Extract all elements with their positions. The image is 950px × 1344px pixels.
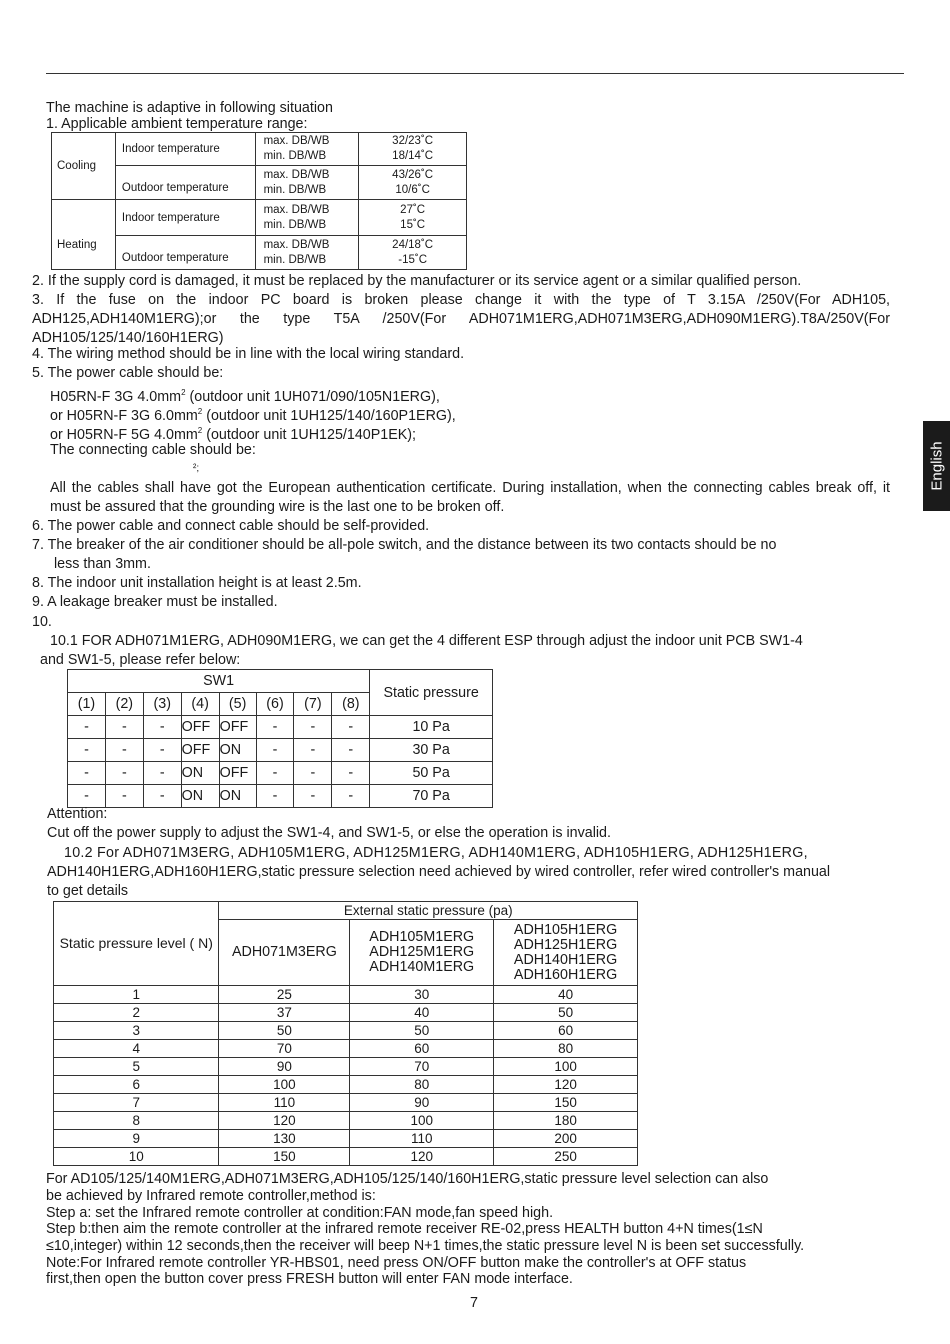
min-value: -15˚C — [398, 253, 428, 266]
pressure-value: 30 — [350, 986, 494, 1004]
table-row — [54, 1022, 638, 1040]
model-column-1: ADH071M3ERG — [219, 920, 350, 986]
switch-state: - — [68, 716, 106, 739]
sw1-column-header: (5) — [219, 693, 256, 716]
table-row — [54, 1130, 638, 1148]
model-name: ADH105M1ERG — [369, 929, 475, 945]
model-name: ADH140H1ERG — [513, 951, 618, 968]
min-label: min. DB/WB — [263, 253, 327, 266]
switch-state: - — [68, 762, 106, 785]
table-row — [68, 762, 493, 785]
switch-state: OFF — [181, 739, 219, 762]
switch-state: - — [332, 716, 370, 739]
table-row — [54, 1112, 638, 1130]
max-value: 27˚C — [400, 203, 426, 216]
pressure-value: 100 — [350, 1112, 494, 1130]
item-10-2-end: to get details — [47, 883, 129, 899]
step-a: Step a: set the Infrared remote controller at condition:FAN mode,fan speed high. — [46, 1205, 554, 1221]
min-label: min. DB/WB — [263, 150, 327, 162]
connecting-cable-heading: The connecting cable should be: — [50, 442, 256, 458]
pressure-value: 250 — [494, 1148, 638, 1166]
connecting-cable-fragment: ²; — [193, 463, 200, 474]
switch-state: - — [256, 762, 294, 785]
item-6: 6. The power cable and connect cable should be self-provided. — [32, 518, 430, 534]
table-row — [54, 1058, 638, 1076]
pressure-value: 120 — [494, 1076, 638, 1094]
switch-state: - — [256, 739, 294, 762]
max-label: max. DB/WB — [263, 203, 330, 216]
static-pressure-level: 2 — [54, 1004, 219, 1022]
item-8: 8. The indoor unit installation height is at least 2.5m. — [32, 575, 362, 591]
max-value: 24/18˚C — [392, 238, 434, 251]
static-pressure-value: 10 Pa — [370, 716, 493, 739]
static-pressure-level-header: Static pressure level ( N) — [54, 902, 219, 986]
sw1-column-header: (7) — [294, 693, 332, 716]
switch-state: ON — [219, 739, 256, 762]
table-row — [54, 1076, 638, 1094]
note-line-2: first,then open the button cover press FRESH button will enter FAN mode interface. — [46, 1271, 573, 1287]
external-static-pressure-header: External static pressure (pa) — [219, 902, 638, 920]
pressure-value: 90 — [350, 1094, 494, 1112]
table-row — [54, 986, 638, 1004]
switch-state: - — [332, 762, 370, 785]
attention-label: Attention: — [47, 806, 108, 822]
switch-state: - — [143, 739, 181, 762]
ambient-location: Indoor temperature — [115, 200, 255, 236]
switch-state: - — [256, 785, 294, 808]
static-pressure-level: 5 — [54, 1058, 219, 1076]
switch-state: - — [332, 785, 370, 808]
switch-state: - — [143, 785, 181, 808]
pressure-value: 50 — [219, 1022, 350, 1040]
switch-state: - — [105, 762, 143, 785]
ambient-temperature-table — [51, 132, 467, 270]
table-row — [54, 1094, 638, 1112]
header-rule — [46, 73, 904, 74]
pressure-value: 130 — [219, 1130, 350, 1148]
static-pressure-value: 30 Pa — [370, 739, 493, 762]
sw1-column-header: (4) — [181, 693, 219, 716]
note-line-1: Note:For Infrared remote controller YR-HBS01, need press ON/OFF button make the controller's at OFF status — [46, 1255, 747, 1271]
pressure-value: 70 — [350, 1058, 494, 1076]
item-4: 4. The wiring method should be in line with the local wiring standard. — [32, 346, 465, 362]
language-tab-label: English — [928, 441, 945, 491]
sw1-column-header: (1) — [68, 693, 106, 716]
pressure-value: 70 — [219, 1040, 350, 1058]
max-value: 43/26˚C — [392, 168, 434, 181]
pressure-value: 110 — [350, 1130, 494, 1148]
pressure-value: 120 — [219, 1112, 350, 1130]
pressure-value: 50 — [350, 1022, 494, 1040]
switch-state: - — [105, 785, 143, 808]
table-row — [54, 1004, 638, 1022]
max-label: max. DB/WB — [263, 238, 330, 251]
sw1-header: SW1 — [68, 670, 370, 693]
footer-line-2: be achieved by Infrared remote controller,method is: — [46, 1188, 376, 1204]
page-number: 7 — [470, 1295, 478, 1311]
switch-state: - — [105, 716, 143, 739]
table-row — [54, 1040, 638, 1058]
sw1-column-header: (3) — [143, 693, 181, 716]
table-row — [68, 785, 493, 808]
max-label: max. DB/WB — [263, 135, 330, 147]
switch-state: - — [68, 739, 106, 762]
pressure-value: 60 — [494, 1022, 638, 1040]
pressure-value: 150 — [219, 1148, 350, 1166]
model-name: ADH105H1ERG — [513, 921, 618, 938]
min-value: 18/14˚C — [392, 150, 434, 162]
min-label: min. DB/WB — [263, 218, 327, 231]
intro-text: The machine is adaptive in following situation — [46, 100, 333, 116]
static-pressure-level: 8 — [54, 1112, 219, 1130]
switch-state: - — [143, 716, 181, 739]
max-label: max. DB/WB — [263, 168, 330, 181]
pressure-value: 25 — [219, 986, 350, 1004]
pressure-value: 100 — [219, 1076, 350, 1094]
switch-state: - — [294, 785, 332, 808]
pressure-value: 120 — [350, 1148, 494, 1166]
item-10: 10. — [32, 614, 52, 630]
min-value: 15˚C — [400, 218, 426, 231]
switch-state: - — [256, 716, 294, 739]
sw1-column-header: (2) — [105, 693, 143, 716]
model-name: ADH125M1ERG — [369, 944, 475, 960]
ambient-location: Outdoor temperature — [115, 236, 255, 270]
static-pressure-header: Static pressure — [370, 670, 493, 716]
step-b-line-1: Step b:then aim the remote controller at the infrared remote receiver RE-02,press HEALTH button 4+N times(1≤N — [46, 1221, 763, 1237]
item-10-2-continued: ADH140H1ERG,ADH160H1ERG,static pressure selection need achieved by wired controller, refer wired controller's manual — [47, 864, 831, 880]
footer-line-1: For AD105/125/140M1ERG,ADH071M3ERG,ADH105/125/140/160H1ERG,static pressure level selection can also — [46, 1171, 769, 1187]
model-name: ADH125H1ERG — [513, 936, 618, 953]
item-9: 9. A leakage breaker must be installed. — [32, 594, 278, 610]
switch-state: ON — [181, 785, 219, 808]
pressure-value: 80 — [350, 1076, 494, 1094]
switch-state: - — [143, 762, 181, 785]
model-name: ADH160H1ERG — [513, 966, 618, 983]
model-name: ADH140M1ERG — [369, 959, 475, 975]
pressure-value: 80 — [494, 1040, 638, 1058]
pressure-value: 40 — [494, 986, 638, 1004]
item-3: 3. If the fuse on the indoor PC board is broken please change it with the type of T 3.15A /250V(For ADH105, ADH125,ADH140M1ERG);or the type T5A /250V(For ADH071M1ERG,ADH071M3ERG,ADH090M1ERG).T8A/250V(For ADH105/125/140/160H1ERG) — [32, 292, 890, 346]
max-value: 32/23˚C — [392, 135, 434, 147]
pressure-value: 100 — [494, 1058, 638, 1076]
switch-state: OFF — [181, 716, 219, 739]
language-tab — [923, 421, 950, 511]
item-10-1-continued: and SW1-5, please refer below: — [40, 652, 241, 668]
table-row — [68, 739, 493, 762]
switch-state: ON — [181, 762, 219, 785]
pressure-value: 110 — [219, 1094, 350, 1112]
static-pressure-level: 1 — [54, 986, 219, 1004]
item-1-heading: 1. Applicable ambient temperature range: — [46, 116, 308, 132]
switch-state: - — [68, 785, 106, 808]
switch-state: - — [294, 716, 332, 739]
switch-state: - — [294, 739, 332, 762]
static-pressure-value: 70 Pa — [370, 785, 493, 808]
switch-state: OFF — [219, 762, 256, 785]
cooling-label: Cooling — [52, 133, 116, 200]
switch-state: - — [332, 739, 370, 762]
static-pressure-level: 7 — [54, 1094, 219, 1112]
power-cable-3: or H05RN-F 5G $4.0mm^2$ (outdoor unit 1UH125/140P1EK); — [50, 426, 417, 443]
certificate-text: All the cables shall have got the European authentication certificate. During installation, when the connecting cables break off, it must be assured that the grounding wire is the last one to be broken off. — [50, 480, 890, 515]
static-pressure-level: 10 — [54, 1148, 219, 1166]
pressure-value: 50 — [494, 1004, 638, 1022]
pressure-value: 40 — [350, 1004, 494, 1022]
static-pressure-level: 6 — [54, 1076, 219, 1094]
static-pressure-level: 3 — [54, 1022, 219, 1040]
switch-state: OFF — [219, 716, 256, 739]
item-2: 2. If the supply cord is damaged, it must be replaced by the manufacturer or its service agent or a similar qualified person. — [32, 273, 802, 289]
item-5: 5. The power cable should be: — [32, 365, 224, 381]
pressure-value: 37 — [219, 1004, 350, 1022]
pressure-value: 180 — [494, 1112, 638, 1130]
power-cable-1: H05RN-F 3G $4.0mm^2$ (outdoor unit 1UH071/090/105N1ERG), — [50, 388, 440, 405]
pressure-value: 90 — [219, 1058, 350, 1076]
attention-text: Cut off the power supply to adjust the SW1-4, and SW1-5, or else the operation is invalid. — [47, 825, 611, 841]
min-value: 10/6˚C — [395, 183, 430, 196]
heating-label: Heating — [52, 200, 116, 270]
item-10-1: 10.1 FOR ADH071M1ERG, ADH090M1ERG, we can get the 4 different ESP through adjust the indoor unit PCB SW1-4 — [50, 633, 803, 649]
pressure-value: 200 — [494, 1130, 638, 1148]
switch-state: - — [105, 739, 143, 762]
switch-state: - — [294, 762, 332, 785]
min-label: min. DB/WB — [263, 183, 327, 196]
table-row — [54, 1148, 638, 1166]
sw1-table — [67, 669, 493, 808]
power-cable-2: or H05RN-F 3G $6.0mm^2$ (outdoor unit 1UH125/140/160P1ERG), — [50, 407, 456, 424]
sw1-column-header: (6) — [256, 693, 294, 716]
switch-state: ON — [219, 785, 256, 808]
item-10-2: 10.2 For ADH071M3ERG, ADH105M1ERG, ADH125M1ERG, ADH140M1ERG, ADH105H1ERG, ADH125H1ERG, — [64, 845, 808, 861]
table-row — [68, 716, 493, 739]
ambient-location: Outdoor temperature — [115, 166, 255, 200]
step-b-line-2: ≤10,integer) within 12 seconds,then the receiver will beep N+1 times,the static pressure level N is been set successfully. — [46, 1238, 805, 1254]
sw1-column-header: (8) — [332, 693, 370, 716]
pressure-value: 60 — [350, 1040, 494, 1058]
static-pressure-value: 50 Pa — [370, 762, 493, 785]
item-7: 7. The breaker of the air conditioner should be all-pole switch, and the distance between its two contacts should be no — [32, 537, 777, 553]
ambient-location: Indoor temperature — [115, 133, 255, 166]
pressure-value: 150 — [494, 1094, 638, 1112]
static-pressure-level: 4 — [54, 1040, 219, 1058]
static-pressure-level: 9 — [54, 1130, 219, 1148]
item-7-continued: less than 3mm. — [54, 556, 151, 572]
static-pressure-table — [53, 901, 638, 1166]
